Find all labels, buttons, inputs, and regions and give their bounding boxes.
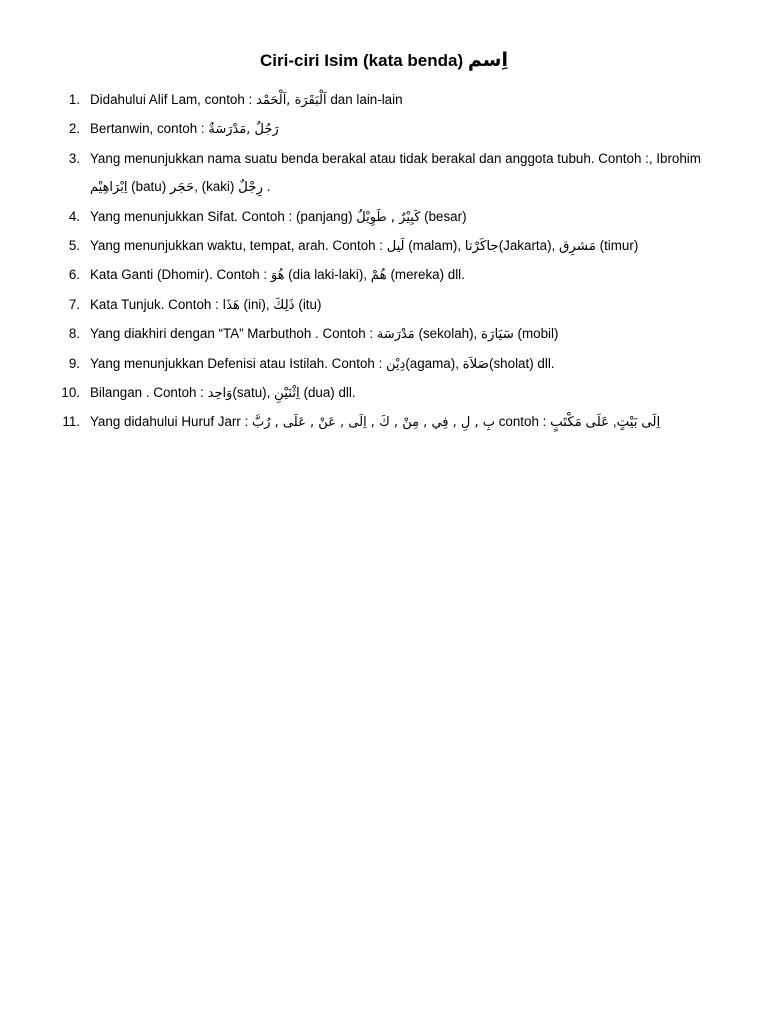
item-text: Kata Tunjuk. Contoh :	[90, 296, 223, 312]
item-arabic: هُوَ	[270, 268, 285, 284]
item-number: 6.	[68, 267, 80, 283]
item-number: 10.	[61, 385, 80, 401]
item-arabic: وَاحِد	[207, 386, 233, 402]
list-item	[58, 145, 722, 203]
item-suffix: contoh : اِلَى بَيْتٍ, عَلَى مَكْتَبٍ	[494, 414, 661, 430]
item-text: Yang menunjukkan Sifat. Contoh : (panjang)	[90, 208, 357, 224]
item-arabic: بِ , لِ , فِي , مِنْ , كَ , اِلَى , عَنْ , عَلَى , رُبَّ	[252, 415, 495, 431]
item-text: Yang menunjukkan waktu, tempat, arah. Contoh :	[90, 238, 387, 254]
item-arabic: دِيْن	[386, 356, 406, 372]
item-arabic: هَذَا	[222, 297, 240, 313]
item-number: 3.	[68, 150, 80, 166]
list-item	[58, 261, 722, 290]
item-text: Yang menunjukkan Defenisi atau Istilah. Contoh :	[90, 355, 387, 371]
item-suffix: dan lain-lain	[326, 92, 403, 107]
item-suffix: (besar)	[420, 208, 467, 224]
item-suffix: (malam), جاكَرْتا(Jakarta), مَشرِق (timur)	[404, 238, 639, 254]
title-arabic: اِسم	[467, 49, 508, 71]
item-number: 8.	[68, 326, 80, 342]
title-text: Ciri-ciri Isim (kata benda)	[260, 51, 464, 70]
item-arabic: لَيل	[386, 239, 405, 255]
item-number: 11.	[62, 414, 80, 430]
item-text: Bertanwin, contoh :	[90, 121, 209, 137]
item-text: Kata Ganti (Dhomir). Contoh :	[90, 267, 271, 283]
list-item	[58, 350, 722, 379]
list-item	[58, 291, 722, 320]
list-item	[58, 203, 722, 232]
item-number: 5.	[68, 238, 80, 254]
item-arabic: رَجُلٌ ,مَدْرَسَةٌ	[208, 122, 279, 138]
list-item	[58, 86, 722, 115]
item-arabic: اِبْرَاهِيْم	[90, 180, 128, 196]
document-title	[0, 46, 768, 75]
item-text: Yang diakhiri dengan “TA” Marbuthoh . Contoh :	[90, 326, 377, 342]
item-suffix: (agama), صَلاَة(sholat) dll.	[405, 355, 555, 371]
item-suffix: (batu) حَجَر, (kaki) رِجْلٌ .	[127, 179, 271, 195]
item-text: Bilangan . Contoh :	[90, 385, 208, 401]
item-arabic: مَدْرَسَة	[376, 327, 415, 343]
item-number: 7.	[68, 296, 80, 312]
item-arabic: كَبِيْرٌ , طَوِيْلٌ	[356, 209, 421, 225]
item-text: Didahului Alif Lam, contoh :	[90, 92, 256, 107]
item-suffix: (satu), اِثْنَيْنِ (dua) dll.	[232, 385, 356, 401]
item-number: 9.	[68, 355, 80, 371]
item-suffix: (sekolah), سَيَارَة (mobil)	[414, 326, 559, 342]
item-suffix: (ini), ذَلِكَ (itu)	[239, 296, 322, 312]
list-item	[58, 115, 722, 144]
item-text: Yang menunjukkan nama suatu benda berakal atau tidak berakal dan anggota tubuh. Contoh :, Ibrohim	[90, 150, 701, 166]
item-number: 1.	[68, 92, 80, 107]
item-text: Yang didahului Huruf Jarr :	[90, 414, 253, 430]
list-item	[58, 232, 722, 261]
list-item	[58, 379, 722, 408]
item-arabic: اَلْبَقَرَة ,اَلْحَمْد	[256, 93, 327, 108]
item-number: 2.	[68, 121, 80, 137]
list-item	[58, 408, 722, 437]
characteristics-list	[58, 86, 722, 438]
list-item	[58, 320, 722, 349]
item-suffix: (dia laki-laki), هُمْ (mereka) dll.	[284, 267, 465, 283]
item-number: 4.	[68, 208, 80, 224]
